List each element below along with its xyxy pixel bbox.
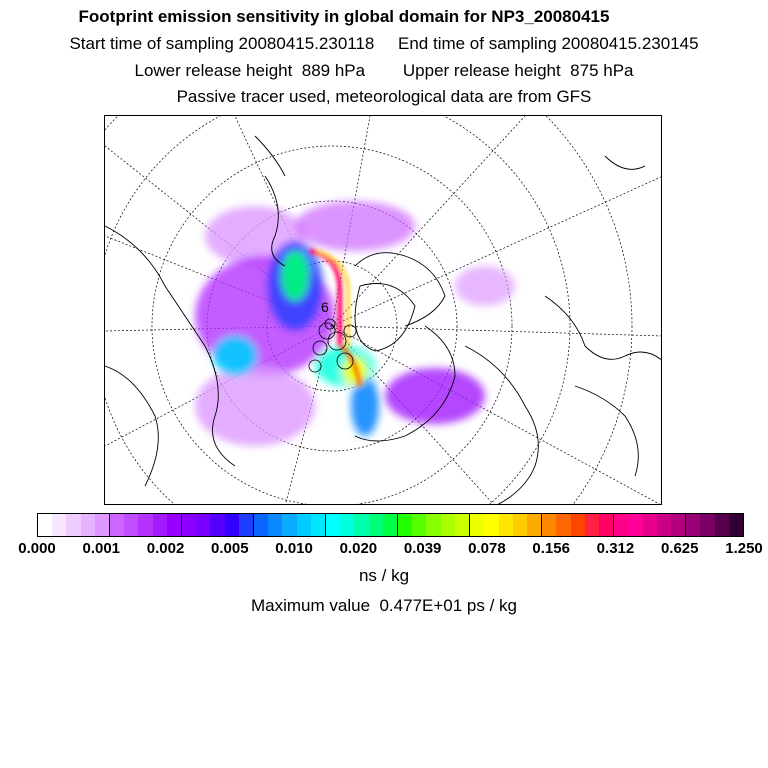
colorbar-segment — [138, 514, 152, 536]
colorbar-segment — [599, 514, 613, 536]
colorbar-segment — [210, 514, 224, 536]
colorbar-segment — [499, 514, 513, 536]
colorbar-segment — [397, 514, 412, 536]
sampling-time-line: Start time of sampling 20080415.230118 End time of sampling 20080415.230145 — [69, 34, 699, 53]
colorbar-tick-label: 0.078 — [468, 540, 506, 557]
colorbar-segment — [311, 514, 325, 536]
colorbar-tick-label: 0.001 — [82, 540, 121, 557]
colorbar-segment — [571, 514, 585, 536]
colorbar-segment — [383, 514, 397, 536]
graticule-meridians — [105, 116, 662, 505]
colorbar-segment — [628, 514, 642, 536]
colorbar-segment — [253, 514, 268, 536]
colorbar-tick-label: 0.312 — [596, 540, 635, 557]
colorbar-tick-label: 0.000 — [18, 540, 56, 557]
tracer-info-line: Passive tracer used, meteorological data are from GFS — [176, 87, 592, 106]
colorbar-segment — [354, 514, 368, 536]
colorbar-segment — [441, 514, 455, 536]
colorbar-segment — [225, 514, 239, 536]
release-height-line: Lower release height 889 hPa Upper release height 875 hPa — [134, 61, 634, 80]
colorbar-segment — [729, 514, 743, 536]
plot-title: Footprint emission sensitivity in global domain for NP3_20080415 — [78, 7, 610, 26]
colorbar-units: ns / kg — [358, 566, 410, 585]
colorbar-segment — [513, 514, 527, 536]
colorbar-segment — [700, 514, 714, 536]
footprint-map — [104, 115, 662, 505]
coastlines — [105, 136, 662, 505]
colorbar-segment — [167, 514, 181, 536]
colorbar-segment — [426, 514, 440, 536]
colorbar-segment — [455, 514, 469, 536]
colorbar-segment — [643, 514, 657, 536]
colorbar-segment — [613, 514, 628, 536]
colorbar-segment — [469, 514, 484, 536]
colorbar-segment — [268, 514, 282, 536]
colorbar-segment — [657, 514, 671, 536]
colorbar — [37, 513, 744, 537]
colorbar-segment — [109, 514, 124, 536]
colorbar-segment — [153, 514, 167, 536]
colorbar-segment — [369, 514, 383, 536]
colorbar-tick-label: 0.020 — [339, 540, 378, 557]
colorbar-segment — [95, 514, 109, 536]
colorbar-segment — [196, 514, 210, 536]
release-marker-label: 6 — [321, 299, 329, 315]
colorbar-tick-label: 0.625 — [660, 540, 699, 557]
colorbar-segment — [297, 514, 311, 536]
colorbar-segment — [325, 514, 340, 536]
colorbar-segment — [181, 514, 196, 536]
colorbar-tick-label: 0.156 — [532, 540, 570, 557]
colorbar-tick-label: 1.250 — [725, 540, 763, 557]
graticule-latitude — [105, 116, 632, 505]
colorbar-segment — [671, 514, 685, 536]
colorbar-tick-labels — [0, 540, 768, 560]
colorbar-segment — [340, 514, 354, 536]
colorbar-segment — [282, 514, 296, 536]
colorbar-tick-label: 0.005 — [211, 540, 249, 557]
colorbar-tick-label: 0.010 — [275, 540, 313, 557]
colorbar-segment — [685, 514, 700, 536]
colorbar-tick-label: 0.002 — [146, 540, 185, 557]
colorbar-segment — [585, 514, 599, 536]
colorbar-segment — [52, 514, 66, 536]
map-svg — [105, 116, 662, 505]
colorbar-segment — [484, 514, 498, 536]
colorbar-segment — [38, 514, 52, 536]
colorbar-segment — [556, 514, 570, 536]
colorbar-segment — [412, 514, 426, 536]
maximum-value: Maximum value 0.477E+01 ps / kg — [251, 596, 517, 615]
colorbar-segment — [66, 514, 80, 536]
colorbar-segment — [124, 514, 138, 536]
colorbar-segment — [239, 514, 253, 536]
colorbar-segment — [541, 514, 556, 536]
colorbar-segment — [527, 514, 541, 536]
colorbar-segment — [81, 514, 95, 536]
colorbar-tick-label: 0.039 — [403, 540, 442, 557]
colorbar-segment — [715, 514, 729, 536]
